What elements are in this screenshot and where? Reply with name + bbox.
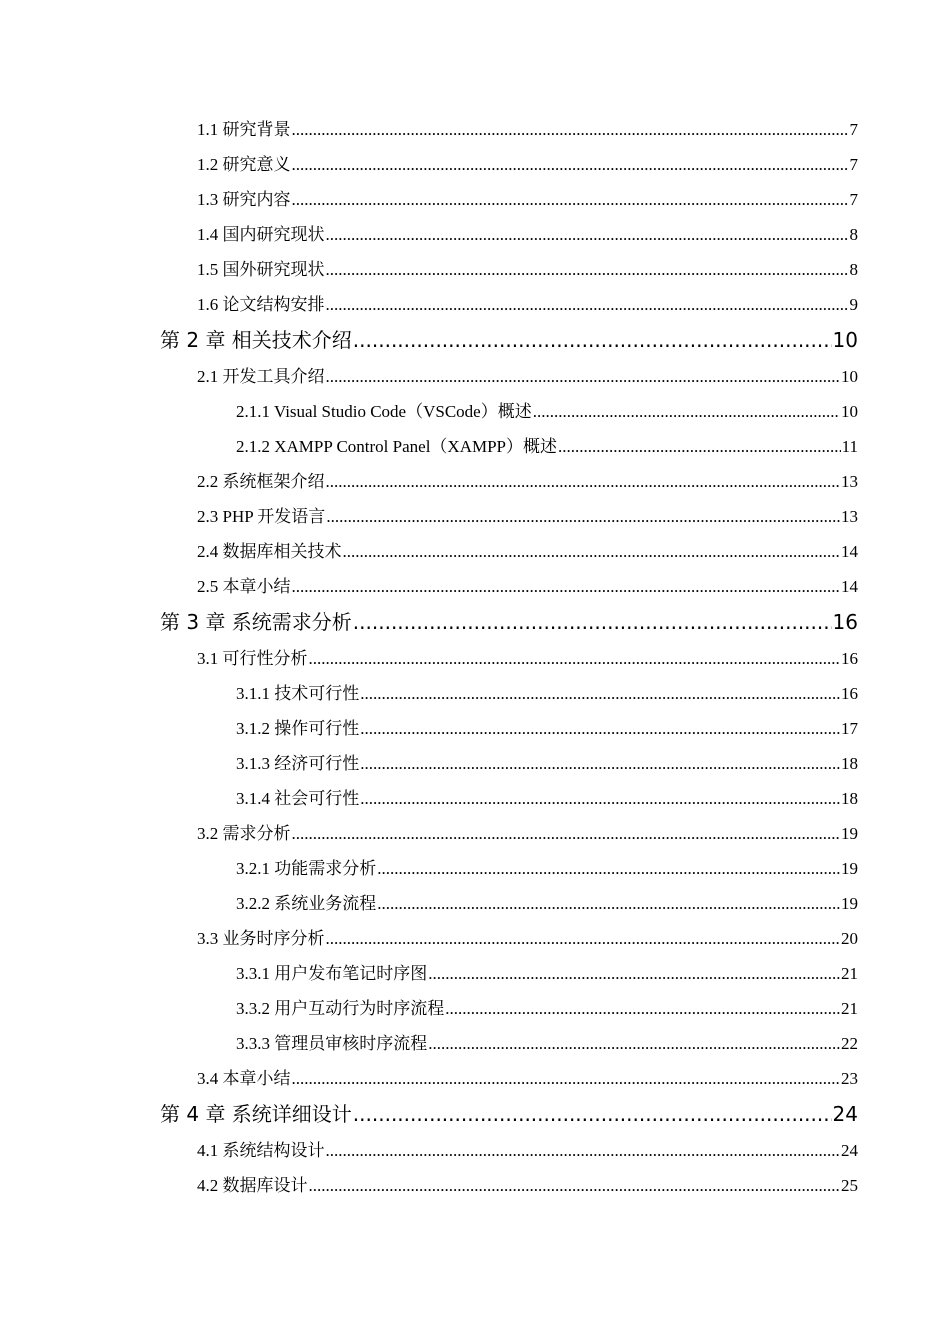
toc-section-entry: [0, 569, 950, 604]
toc-entry-title: 3.1.2 操作可行性: [236, 719, 360, 738]
toc-dot-leader: [343, 534, 841, 569]
toc-page-number: 13: [841, 507, 858, 526]
toc-chapter-entry: [0, 604, 950, 641]
toc-entry-title: 3.3.3 管理员审核时序流程: [236, 1034, 428, 1053]
toc-entry-title: 3.1.1 技术可行性: [236, 684, 360, 703]
toc-page-number: 14: [841, 577, 858, 596]
toc-section-entry: [0, 499, 950, 534]
toc-entry-title: 3.3 业务时序分析: [197, 929, 325, 948]
toc-entry-title: 1.3 研究内容: [197, 190, 291, 209]
toc-section-entry: [0, 147, 950, 182]
toc-entry-title: 第 2 章 相关技术介绍: [160, 328, 352, 352]
toc-entry-title: 3.2.1 功能需求分析: [236, 859, 377, 878]
toc-page-number: 21: [841, 999, 858, 1018]
toc-dot-leader: [326, 252, 849, 287]
toc-page-number: 17: [841, 719, 858, 738]
toc-dot-leader: [326, 921, 841, 956]
toc-entry-title: 2.2 系统框架介绍: [197, 472, 325, 491]
toc-page-number: 18: [841, 789, 858, 808]
toc-entry-title: 3.2.2 系统业务流程: [236, 894, 377, 913]
toc-page-number: 7: [849, 155, 858, 174]
toc-dot-leader: [326, 1133, 841, 1168]
toc-dot-leader: [326, 217, 849, 252]
toc-dot-leader: [326, 287, 849, 322]
toc-dot-leader: [377, 851, 840, 886]
toc-dot-leader: [533, 394, 840, 429]
toc-page-number: 16: [841, 649, 858, 668]
toc-dot-leader: [326, 499, 840, 534]
toc-entry-title: 1.1 研究背景: [197, 120, 291, 139]
toc-page-number: 16: [832, 610, 858, 634]
toc-page-number: 16: [841, 684, 858, 703]
toc-dot-leader: [326, 464, 841, 499]
toc-entry-title: 1.6 论文结构安排: [197, 295, 325, 314]
toc-page-number: 14: [841, 542, 858, 561]
toc-page-number: 8: [849, 260, 858, 279]
toc-subsection-entry: [0, 956, 950, 991]
toc-entry-title: 3.1.3 经济可行性: [236, 754, 360, 773]
toc-subsection-entry: [0, 886, 950, 921]
toc-dot-leader: [360, 711, 840, 746]
table-of-contents: [0, 112, 950, 1203]
toc-dot-leader: [360, 676, 840, 711]
toc-dot-leader: [326, 359, 841, 394]
toc-section-entry: [0, 252, 950, 287]
toc-subsection-entry: [0, 429, 950, 464]
toc-page-number: 9: [849, 295, 858, 314]
toc-chapter-entry: [0, 322, 950, 359]
toc-subsection-entry: [0, 746, 950, 781]
toc-page-number: 8: [849, 225, 858, 244]
toc-page-number: 24: [832, 1102, 858, 1126]
toc-entry-title: 4.1 系统结构设计: [197, 1141, 325, 1160]
toc-page-number: 20: [841, 929, 858, 948]
toc-entry-title: 3.1 可行性分析: [197, 649, 308, 668]
toc-section-entry: [0, 112, 950, 147]
toc-section-entry: [0, 1061, 950, 1096]
toc-entry-title: 3.3.2 用户互动行为时序流程: [236, 999, 445, 1018]
toc-entry-title: 3.1.4 社会可行性: [236, 789, 360, 808]
toc-dot-leader: [377, 886, 840, 921]
toc-entry-title: 2.1.1 Visual Studio Code（VSCode）概述: [236, 402, 532, 421]
toc-page-number: 19: [841, 859, 858, 878]
toc-entry-title: 第 4 章 系统详细设计: [160, 1102, 352, 1126]
toc-section-entry: [0, 1168, 950, 1203]
toc-page-number: 23: [841, 1069, 858, 1088]
toc-entry-title: 2.4 数据库相关技术: [197, 542, 342, 561]
toc-section-entry: [0, 287, 950, 322]
toc-dot-leader: [428, 1026, 840, 1061]
toc-section-entry: [0, 464, 950, 499]
toc-dot-leader: [558, 429, 841, 464]
toc-section-entry: [0, 641, 950, 676]
toc-section-entry: [0, 182, 950, 217]
toc-entry-title: 1.2 研究意义: [197, 155, 291, 174]
toc-dot-leader: [292, 147, 849, 182]
toc-page-number: 19: [841, 824, 858, 843]
toc-entry-title: 2.5 本章小结: [197, 577, 291, 596]
toc-entry-title: 第 3 章 系统需求分析: [160, 610, 352, 634]
toc-page-number: 11: [841, 437, 858, 456]
toc-page-number: 13: [841, 472, 858, 491]
toc-entry-title: 2.1 开发工具介绍: [197, 367, 325, 386]
toc-entry-title: 3.4 本章小结: [197, 1069, 291, 1088]
toc-subsection-entry: [0, 394, 950, 429]
toc-entry-title: 1.4 国内研究现状: [197, 225, 325, 244]
toc-dot-leader: [292, 569, 841, 604]
toc-dot-leader: [292, 1061, 841, 1096]
toc-dot-leader: [309, 1168, 841, 1203]
toc-section-entry: [0, 1133, 950, 1168]
toc-section-entry: [0, 921, 950, 956]
toc-dot-leader: [360, 781, 840, 816]
toc-section-entry: [0, 359, 950, 394]
toc-dot-leader: [353, 322, 832, 359]
toc-entry-title: 3.3.1 用户发布笔记时序图: [236, 964, 428, 983]
toc-section-entry: [0, 217, 950, 252]
toc-section-entry: [0, 534, 950, 569]
toc-dot-leader: [309, 641, 841, 676]
toc-subsection-entry: [0, 711, 950, 746]
toc-dot-leader: [428, 956, 840, 991]
toc-page-number: 10: [841, 367, 858, 386]
toc-entry-title: 4.2 数据库设计: [197, 1176, 308, 1195]
toc-page-number: 18: [841, 754, 858, 773]
toc-section-entry: [0, 816, 950, 851]
toc-subsection-entry: [0, 781, 950, 816]
toc-dot-leader: [445, 991, 840, 1026]
toc-page-number: 19: [841, 894, 858, 913]
toc-subsection-entry: [0, 991, 950, 1026]
toc-page-number: 7: [849, 120, 858, 139]
toc-dot-leader: [353, 1096, 832, 1133]
toc-entry-title: 2.1.2 XAMPP Control Panel（XAMPP）概述: [236, 437, 557, 456]
toc-entry-title: 1.5 国外研究现状: [197, 260, 325, 279]
toc-dot-leader: [292, 182, 849, 217]
toc-entry-title: 3.2 需求分析: [197, 824, 291, 843]
toc-page-number: 24: [841, 1141, 858, 1160]
toc-dot-leader: [360, 746, 840, 781]
toc-dot-leader: [292, 816, 841, 851]
toc-subsection-entry: [0, 676, 950, 711]
toc-dot-leader: [292, 112, 849, 147]
toc-dot-leader: [353, 604, 832, 641]
toc-subsection-entry: [0, 851, 950, 886]
toc-page-number: 7: [849, 190, 858, 209]
toc-page-number: 21: [841, 964, 858, 983]
toc-chapter-entry: [0, 1096, 950, 1133]
toc-page-number: 22: [841, 1034, 858, 1053]
toc-entry-title: 2.3 PHP 开发语言: [197, 507, 326, 526]
toc-page-number: 25: [841, 1176, 858, 1195]
toc-page-number: 10: [841, 402, 858, 421]
toc-page-number: 10: [832, 328, 858, 352]
toc-subsection-entry: [0, 1026, 950, 1061]
